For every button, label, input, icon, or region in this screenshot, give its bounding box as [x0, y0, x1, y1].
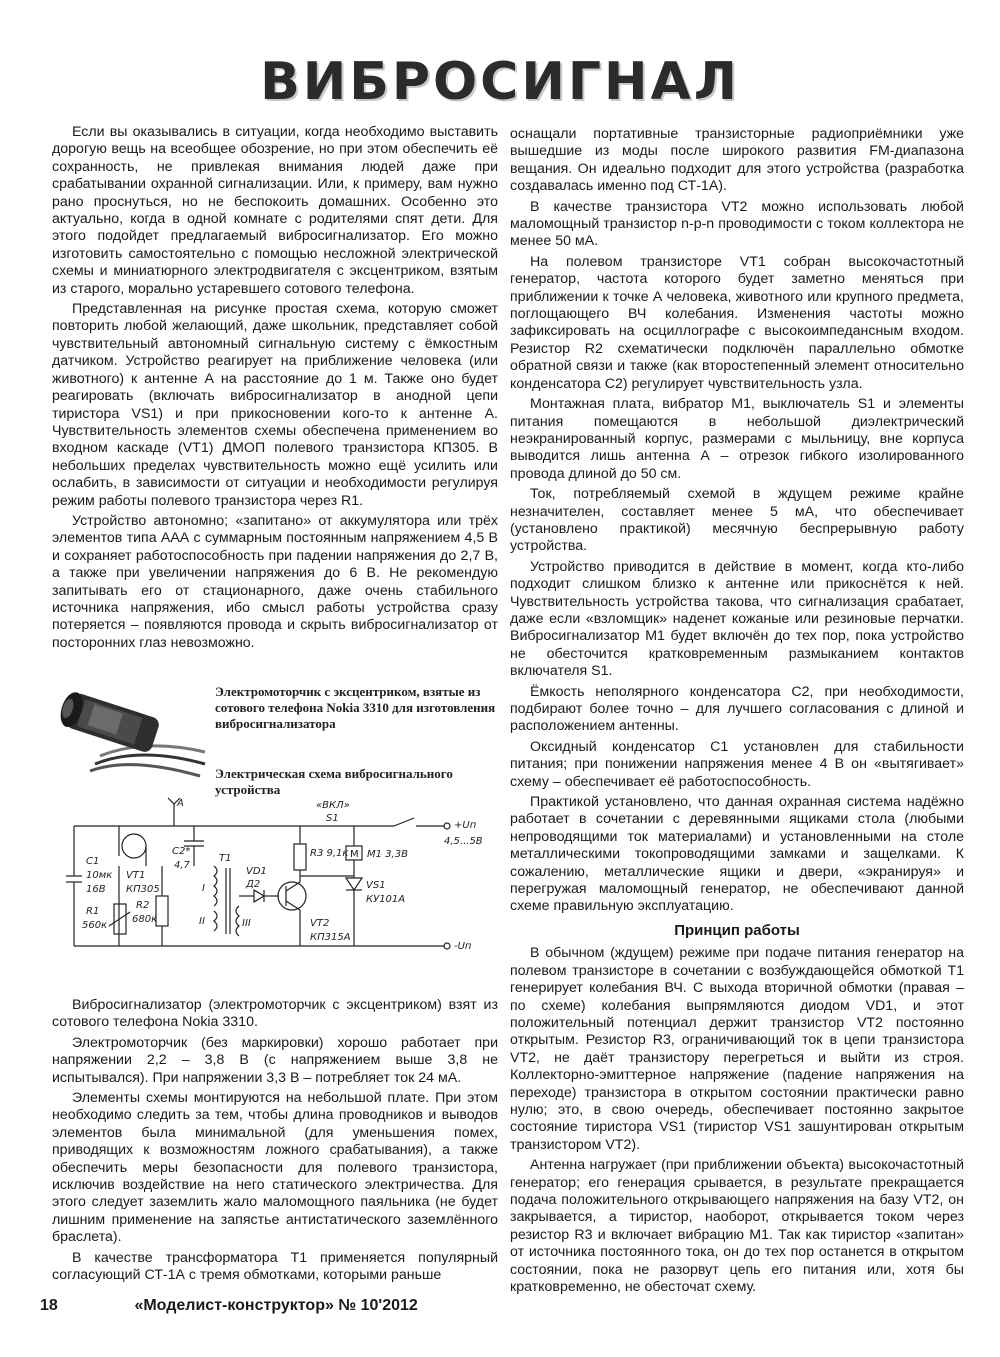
- photo-caption: Электромоторчик с эксцентриком, взятые из сотового телефона Nokia 3310 для изготовления виброcигнализатора: [215, 684, 496, 731]
- label-c1: C1: [86, 856, 100, 867]
- label-minus: -Uп: [454, 941, 472, 952]
- label-r1: R1: [86, 906, 100, 917]
- right-column: [510, 126, 964, 1299]
- page-title: ВИБРОСИГНАЛ: [260, 52, 740, 112]
- label-winding-2: II: [199, 916, 205, 927]
- circuit-schematic: [64, 796, 504, 971]
- label-vt1-type: КП305: [126, 884, 160, 895]
- paragraph: Антенна нагружает (при приближении объекта) высокочастотный генератор; его генерация срывается, в результате прекращается подача положительного открывающего напряжения на базу VT2, он закрывается, а тиристор, наоборот, открывается током через резистор R3 и включает вибрацию М1. Так как тиристор «запитан» от источника постоянного тока, он до тех пор останется в открытом состоянии, пока не разорвут цепь его питания или, хотя бы кратковременно, не обесточат схему.: [510, 1157, 964, 1295]
- paragraph: Ёмкость неполярного конденсатора С2, при необходимости, подбирают более точно – для лучшего согласования с длиной и расположением антенны.: [510, 683, 964, 735]
- paragraph: На полевом транзисторе VT1 собран высокочастотный генератор, частота которого будет заметно меняться при приближении к точке А человека, животного или крупного предмета, поглощающего ВЧ колебания. Изменения частоты можно зафиксировать на осциллографе с высокоимпедансным входом. Резистор R2 схематически подключён параллельно обмотке обратной связи и также (как второстепенный элемент относительно конденсатора С2) регулирует чувствительность узла.: [510, 253, 964, 392]
- left-column-continued: [52, 997, 498, 1288]
- label-winding-3: III: [242, 918, 251, 929]
- label-d2: Д2: [246, 879, 261, 890]
- label-vt2: VT2: [310, 918, 330, 929]
- schematic-caption: Электрическая схема виброcигнального устройства: [215, 766, 453, 797]
- label-winding-1: I: [202, 883, 205, 894]
- paragraph: Если вы оказывались в ситуации, когда необходимо выставить дорогую вещь на всеобщее обозрение, но при этом обеспечить её сохранность, не привлекая внимания людей даже при срабатывании охранной сигнализации. Или, к примеру, вам нужно рано проснуться, но не беспокоить домашних. Особенно это актуально, когда в одной комнате с родителями спят дети. Для этого подойдет предлагаемый виброcигнализатор. Его можно изготовить самостоятельно с помощью несложной электрической схемы и миниатюрного электродвигателя с эксцентриком, взятым из старого, морально устаревшего сотового телефона.: [52, 124, 498, 297]
- label-m: M: [350, 849, 359, 860]
- label-r2: R2: [136, 900, 150, 911]
- label-s1: S1: [326, 813, 339, 824]
- figure: [50, 676, 500, 976]
- paragraph: Элементы схемы монтируются на небольшой плате. При этом необходимо следить за тем, чтобы длина проводников и выводов элементов была минимальной (для уменьшения помех, приводящих к возможностям ложного срабатывания), а также обеспечить меры безопасности для полевого транзистора, исключив воздействие на него статического электричества. Для этого следует заземлить жало маломощного паяльника (не будет лишним применение на запястье антистатического заземлённого браслета).: [52, 1090, 498, 1246]
- section-heading: Принцип работы: [674, 921, 800, 939]
- paragraph: Электромоторчик (без маркировки) хорошо работает при напряжении 2,2 – 3,8 В (с напряжением выше 3,8 не испытывался). При напряжении 3,3 В – потребляет ток 24 мА.: [52, 1034, 498, 1086]
- label-plus: +Uп: [454, 820, 477, 831]
- left-column: [52, 124, 498, 655]
- paragraph: В качестве транзистора VT2 можно использовать любой маломощный транзистор n-p-n проводимости с током коллектора не менее 50 мА.: [510, 198, 964, 250]
- paragraph: Представленная на рисунке простая схема, которую сможет повторить любой желающий, даже школьник, представляет собой чувствительный автономный сигнальную систему с ёмкостным датчиком. Устройство реагирует на приближение человека (или животного) к антенне А на расстояние до 1 м. Также оно будет реагировать (включать виброcигнализатор в анодной цепи тиристора VS1) и при прикосновении кого-то к антенне А. Чувствительность элементов схемы обеспечена применением во входном каскаде (VT1) ДМОП полевого транзистора КП305. В небольших пределах чувствительность можно ещё усилить или ослабить, в зависимости от ситуации и необходимости регулируя режим работы полевого транзистора через R1.: [52, 301, 498, 509]
- magazine-name: «Моделист-конструктор» № 10'2012: [134, 1297, 418, 1314]
- label-vd1: VD1: [246, 866, 267, 877]
- label-r2-val: 680к: [132, 914, 158, 925]
- label-r1-val: 560к: [82, 920, 108, 931]
- label-c2: C2*: [172, 846, 191, 857]
- label-vt2-type: КП315А: [310, 932, 351, 943]
- paragraph: Монтажная плата, вибратор М1, выключатель S1 и элементы питания помещаются в небольшой диэлектрический неэкранированный корпус, размерами с мыльницу, вне корпуса выводится лишь антенна А – отрезок гибкого изолированного провода длиной до 50 см.: [510, 396, 964, 482]
- vibration-motor-photo: [50, 676, 210, 786]
- page-number: 18: [40, 1297, 58, 1314]
- paragraph: Оксидный конденсатор С1 установлен для стабильности питания; при понижении напряжения менее 4 В он «вытягивает» схему – обеспечивает её работоспособность.: [510, 738, 964, 790]
- label-volt: 4,5...5В: [444, 836, 483, 847]
- page-footer: [40, 1297, 418, 1315]
- label-c2-val: 4,7: [174, 860, 190, 871]
- label-m1: M1 3,3В: [367, 849, 408, 860]
- paragraph: В качестве трансформатора Т1 применяется популярный согласующий СТ-1А с тремя обмотками, которыми раньше: [52, 1249, 498, 1284]
- label-vt1: VT1: [126, 870, 146, 881]
- label-antenna: A: [177, 798, 184, 809]
- label-c1-val: 10мк: [86, 870, 113, 881]
- paragraph: В обычном (ждущем) режиме при подаче питания генератор на полевом транзисторе в сочетании с возбуждающейся обмоткой Т1 генерирует колебания ВЧ. С выхода вторичной обмотки (правая – по схеме) колебания выпрямляются диодом VD1, и этот положительный потенциал держит транзистор VT2 постоянно открытым. Резистор R3, ограничивающий ток в цепи транзистора VT2, не даёт транзистору перегреться и выйти из строя. Коллекторно-эмиттерное напряжение (падение напряжения на переходе) транзистора в открытом состоянии практически равно нулю; это, в свою очередь, обеспечивает постоянно закрытое состояние тиристора VS1 (тиристор VS1 зашунтирован открытым транзистором VT2).: [510, 945, 964, 1153]
- label-vs1: VS1: [366, 880, 386, 891]
- label-vs1-type: КУ101А: [366, 894, 406, 905]
- paragraph: Виброcигнализатор (электромоторчик с эксцентриком) взят из сотового телефона Nokia 3310.: [52, 997, 498, 1031]
- paragraph: оснащали портативные транзисторные радиоприёмники уже вышедшие из моды после широкого развития FM-диапазона вещания. Он идеально подходит для этого устройства (разработка создавалась именно под СТ-1А).: [510, 126, 964, 195]
- label-c1-v: 16В: [86, 884, 106, 895]
- paragraph: Ток, потребляемый схемой в ждущем режиме крайне незначителен, составляет менее 5 мА, что обеспечивает (установлено практикой) месячную беспрерывную работу устройства.: [510, 486, 964, 555]
- label-t1: T1: [219, 853, 232, 864]
- paragraph: Устройство приводится в действие в момент, когда кто-либо подходит слишком близко к антенне или прикоснётся к ней. Чувствительность устройства такова, что сигнализация срабатает, даже если «взломщик» наденет кожаные или резиновые перчатки. Виброcигнализатор М1 будет включён до тех пор, пока устройство не обесточится кратковременным размыканием контактов включателя S1.: [510, 558, 964, 680]
- paragraph: Устройство автономно; «запитано» от аккумулятора или трёх элементов типа ААА с суммарным постоянным напряжением 4,5 В и сохраняет работоспособность при падении напряжения до 2,7 В, а также при увеличении напряжения до 6 В. Не рекомендую запитывать его от стационарного, даже очень стабильного источника напряжения, ибо смысл работы устройства сразу потеряется – появляются провода и скрыть виброcигнализатор от посторонних глаз невозможно.: [52, 512, 498, 651]
- label-r3: R3 9,1к: [310, 848, 349, 859]
- paragraph: Практикой установлено, что данная охранная система надёжно работает в сочетании с деревянными ящиками стола (любыми непроводящими ток материалами) и установленными на столе металлическими токопроводящими замками и защелками. К сожалению, металлические ящики и двери, «экранируя» и перегружая маломощный генератор, не обеспечивают данной схеме правильную эксплуатацию.: [510, 794, 964, 915]
- label-switch-on: «ВКЛ»: [316, 800, 350, 811]
